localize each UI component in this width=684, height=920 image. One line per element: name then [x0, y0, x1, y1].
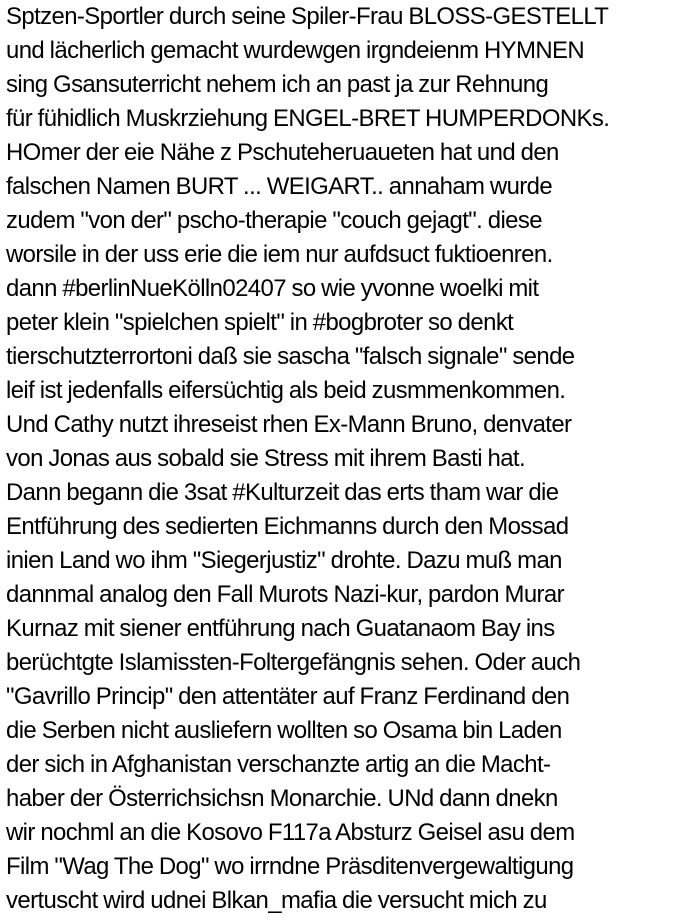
- text-line: Und Cathy nutzt ihreseist rhen Ex-Mann Bruno, denvater: [6, 411, 572, 438]
- text-line: Sptzen-Sportler durch seine Spiler-Frau BLOSS-GESTELLT: [6, 3, 609, 30]
- text-line: und lächerlich gemacht wurdewgen irgndeienm HYMNEN: [6, 37, 585, 64]
- text-line: HOmer der eie Nähe z Pschuteheruaueten hat und den: [6, 139, 559, 166]
- text-line: Dann begann die 3sat #Kulturzeit das erts tham war die: [6, 479, 559, 506]
- text-line: der sich in Afghanistan verschanzte artig an die Macht-: [6, 751, 551, 778]
- text-line: vertuscht wird udnei Blkan_mafia die versucht mich zu: [6, 887, 547, 914]
- text-line: berüchtgte Islamissten-Foltergefängnis sehen. Oder auch: [6, 649, 581, 676]
- text-line: "Gavrillo Princip" den attentäter auf Franz Ferdinand den: [6, 683, 570, 710]
- text-line: Kurnaz mit siener entführung nach Guatanaom Bay ins: [6, 615, 555, 642]
- text-line: haber der Österrichsichsn Monarchie. UNd dann dnekn: [6, 785, 558, 812]
- text-line: dann #berlinNueKölln02407 so wie yvonne woelki mit: [6, 275, 539, 302]
- text-line: worsile in der uss erie die iem nur aufdsuct fuktioenren.: [6, 241, 553, 268]
- text-line: für fühidlich Muskrziehung ENGEL-BRET HUMPERDONKs.: [6, 105, 610, 132]
- text-line: falschen Namen BURT ... WEIGART.. annaham wurde: [6, 173, 553, 200]
- text-line: von Jonas aus sobald sie Stress mit ihrem Basti hat.: [6, 445, 526, 472]
- text-line: Film "Wag The Dog" wo irrndne Präsditenvergewaltigung: [6, 853, 574, 880]
- text-line: tierschutzterrortoni daß sie sascha "falsch signale" sende: [6, 343, 575, 370]
- text-line: Entführung des sedierten Eichmanns durch den Mossad: [6, 513, 569, 540]
- text-line: inien Land wo ihm "Siegerjustiz" drohte. Dazu muß man: [6, 547, 562, 574]
- text-line: zudem "von der" pscho-therapie "couch gejagt". diese: [6, 207, 542, 234]
- text-line: wir nochml an die Kosovo F117a Absturz Geisel asu dem: [6, 819, 575, 846]
- text-line: dannmal analog den Fall Murots Nazi-kur, pardon Murar: [6, 581, 565, 608]
- text-line: peter klein "spielchen spielt" in #bogbroter so denkt: [6, 309, 514, 336]
- text-line: die Serben nicht ausliefern wollten so Osama bin Laden: [6, 717, 562, 744]
- text-line: leif ist jedenfalls eifersüchtig als beid zusmmenkommen.: [6, 377, 566, 404]
- document-body: [6, 0, 684, 918]
- text-line: sing Gsansuterricht nehem ich an past ja zur Rehnung: [6, 71, 549, 98]
